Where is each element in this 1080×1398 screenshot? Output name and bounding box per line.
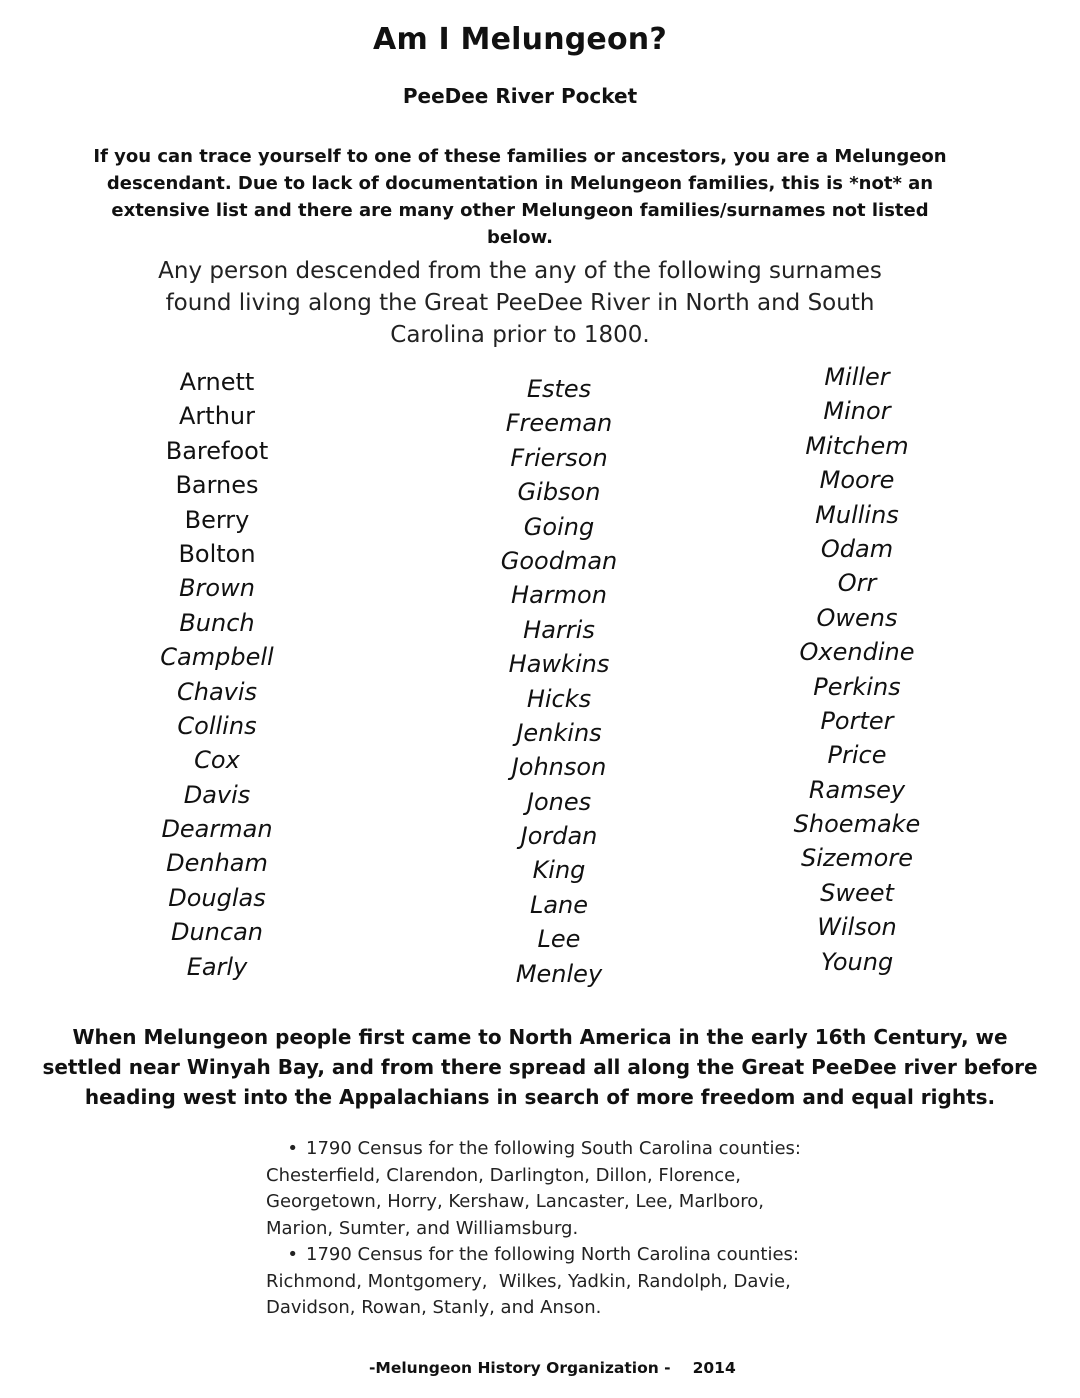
- surname-item: Lee: [537, 925, 581, 954]
- surname-item: Porter: [820, 706, 894, 735]
- surname-item: Berry: [184, 505, 250, 534]
- surname-item: Sizemore: [801, 844, 913, 873]
- page-subtitle: PeeDee River Pocket: [402, 84, 638, 108]
- surname-item: Orr: [837, 569, 877, 598]
- surname-item: Cox: [194, 746, 240, 775]
- surname-item: Shoemake: [793, 810, 921, 839]
- surname-item: Douglas: [168, 883, 266, 912]
- surname-item: Goodman: [500, 546, 618, 575]
- surname-item: Bunch: [179, 608, 255, 637]
- surname-item: Going: [523, 512, 595, 541]
- surname-item: Minor: [823, 397, 891, 426]
- surname-item: Barnes: [175, 471, 259, 500]
- surname-item: Campbell: [160, 643, 274, 672]
- census-line: Chesterfield, Clarendon, Darlington, Dillon, Florence,: [266, 1164, 741, 1186]
- surname-item: Menley: [515, 959, 603, 988]
- surname-item: Harris: [523, 615, 595, 644]
- surname-item: Brown: [179, 574, 255, 603]
- surname-item: Wilson: [817, 913, 897, 942]
- census-list-item: [266, 1136, 826, 1242]
- page-title: Am I Melungeon?: [373, 22, 667, 57]
- surname-item: Hicks: [526, 684, 592, 713]
- surname-item: Mitchem: [805, 431, 909, 460]
- surname-item: Miller: [824, 363, 890, 391]
- history-paragraph: When Melungeon people first came to North America in the early 16th Century, we settled near Winyah Bay, and from there spread all along the Great PeeDee river before heading west into the Appalachians in search of more freedom and equal rights.: [42, 1025, 1038, 1109]
- surname-item: Arthur: [179, 402, 255, 431]
- bullet-icon: •: [287, 1138, 298, 1159]
- census-line: Richmond, Montgomery, Wilkes, Yadkin, Randolph, Davie,: [266, 1270, 791, 1292]
- surname-item: Arnett: [179, 368, 255, 396]
- surname-item: Dearman: [161, 815, 273, 844]
- criteria-paragraph: Any person descended from the any of the following surnames found living along the Great PeeDee River in North and South Carolina prior to 1800.: [158, 258, 882, 348]
- surname-item: Moore: [819, 466, 895, 495]
- surname-item: Estes: [526, 375, 592, 403]
- surname-item: Mullins: [815, 500, 899, 529]
- surname-item: Frierson: [510, 443, 608, 472]
- surname-column-1: [107, 365, 327, 984]
- surname-item: Freeman: [505, 409, 613, 438]
- bullet-icon: •: [287, 1244, 298, 1265]
- surname-item: Davis: [183, 780, 251, 809]
- census-list-item: [266, 1242, 826, 1322]
- surname-item: Lane: [529, 890, 589, 919]
- surname-item: Jones: [526, 787, 592, 816]
- surname-item: Johnson: [511, 753, 607, 782]
- surname-item: Price: [827, 741, 887, 770]
- census-line: Davidson, Rowan, Stanly, and Anson.: [266, 1297, 602, 1318]
- surname-item: King: [532, 856, 586, 885]
- surname-item: Collins: [177, 711, 257, 740]
- census-line: Marion, Sumter, and Williamsburg.: [266, 1217, 579, 1239]
- surname-item: Perkins: [813, 672, 901, 701]
- surname-item: Sweet: [820, 878, 894, 907]
- surname-item: Harmon: [511, 581, 607, 610]
- surname-item: Jenkins: [516, 718, 602, 747]
- surname-item: Chavis: [176, 677, 258, 706]
- surname-item: Owens: [816, 603, 898, 632]
- surname-item: Ramsey: [808, 775, 906, 804]
- surname-item: Gibson: [517, 478, 601, 507]
- intro-paragraph: If you can trace yourself to one of these families or ancestors, you are a Melungeon descendant. Due to lack of documentation in Melungeon families, this is *not* an extensive list and there are many other Melungeon families/surnames not listed below.: [93, 146, 947, 248]
- census-list: [266, 1136, 826, 1322]
- surname-item: Early: [186, 952, 248, 981]
- surname-item: Duncan: [170, 918, 263, 947]
- surname-item: Bolton: [178, 539, 256, 568]
- census-heading: 1790 Census for the following North Carolina counties:: [306, 1244, 799, 1265]
- surname-item: Jordan: [520, 822, 598, 851]
- surname-item: Barefoot: [165, 436, 269, 465]
- surname-item: Hawkins: [508, 650, 610, 679]
- census-heading: 1790 Census for the following South Carolina counties:: [306, 1138, 801, 1159]
- census-line: Georgetown, Horry, Kershaw, Lancaster, Lee, Marlboro,: [266, 1191, 764, 1212]
- surname-item: Denham: [166, 849, 268, 878]
- footer: [369, 1359, 736, 1377]
- surname-item: Odam: [820, 534, 894, 563]
- surname-column-3: [747, 360, 967, 979]
- footer-organization: -Melungeon History Organization -: [369, 1359, 671, 1377]
- surname-item: Young: [820, 947, 894, 976]
- footer-year: 2014: [692, 1359, 736, 1377]
- surname-column-2: [449, 372, 669, 991]
- surname-item: Oxendine: [799, 638, 915, 667]
